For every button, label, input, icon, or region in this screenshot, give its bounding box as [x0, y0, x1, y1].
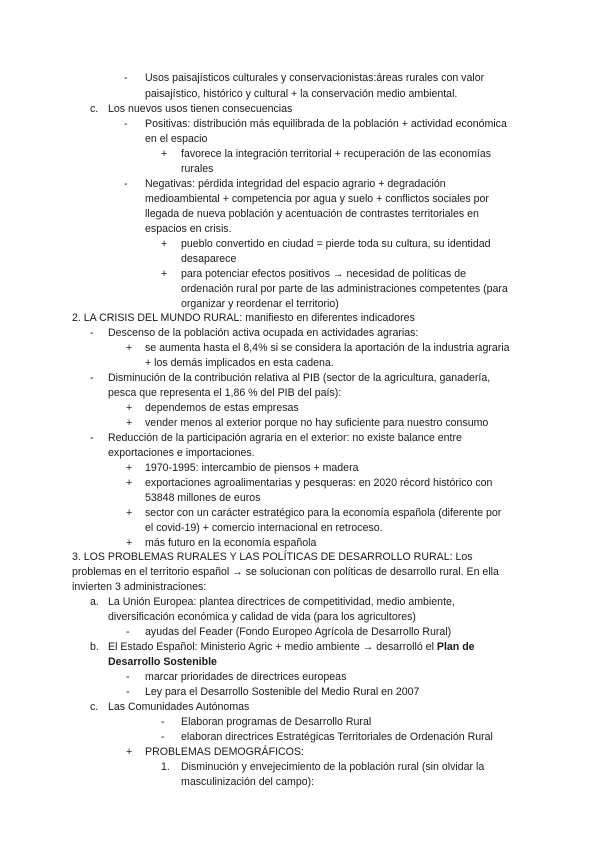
text-line: se aumenta hasta el 8,4% si se considera la aportación de la industria agraria — [145, 342, 510, 354]
text-line: rurales — [181, 163, 214, 175]
bullet-dash: - — [126, 686, 130, 698]
text-line: organizar y reordenar el territorio) — [181, 298, 339, 310]
text-line: Las Comunidades Autónomas — [108, 701, 250, 713]
text-line: llegada de nueva población y acentuación de contrastes territoriales en — [145, 208, 479, 220]
text-line: marcar prioridades de directrices europeas — [145, 671, 347, 683]
bullet-plus: + — [161, 238, 168, 250]
text-line: exportaciones e importaciones. — [108, 447, 255, 459]
bullet-dash: - — [161, 731, 165, 743]
bullet-plus: + — [126, 402, 133, 414]
text-line: dependemos de estas empresas — [145, 402, 299, 414]
bullet-plus: + — [161, 268, 168, 280]
list-number-1: 1. — [161, 761, 170, 773]
list-letter-c: c. — [90, 103, 99, 115]
text-line: pesca que representa el 1,86 % del PIB del país): — [108, 387, 342, 399]
bullet-dash: - — [124, 118, 128, 130]
list-letter-a: a. — [90, 596, 99, 608]
text-line: vender menos al exterior porque no hay suficiente para nuestro consumo — [145, 417, 489, 429]
text-line: masculinización del campo): — [181, 776, 315, 788]
bullet-plus: + — [126, 477, 133, 489]
text-line: elaboran directrices Estratégicas Territoriales de Ordenación Rural — [181, 731, 493, 743]
text-line: ordenación rural por parte de las administraciones competentes (para — [181, 283, 508, 295]
text-line: en el espacio — [145, 133, 208, 145]
text-line: Reducción de la participación agraria en el exterior: no existe balance entre — [108, 432, 462, 444]
list-letter-b: b. — [90, 641, 99, 653]
bullet-plus: + — [126, 507, 133, 519]
text-line: espacios en crisis. — [145, 223, 232, 235]
text-line: Disminución de la contribución relativa al PIB (sector de la agricultura, ganadería, — [108, 372, 491, 384]
text-line: Disminución y envejecimiento de la población rural (sin olvidar la — [181, 761, 485, 773]
text-line: Elaboran programas de Desarrollo Rural — [181, 716, 372, 728]
text-line: favorece la integración territorial + recuperación de las economías — [181, 148, 492, 160]
bullet-dash: - — [126, 671, 130, 683]
text-line: para potenciar efectos positivos → necesidad de políticas de — [181, 268, 467, 280]
text-line: medioambiental + competencia por agua y suelo + conflictos sociales por — [145, 193, 489, 205]
bullet-dash: - — [90, 372, 94, 384]
text-line: 53848 millones de euros — [145, 492, 261, 504]
text-line — [108, 640, 475, 654]
text-line: problemas en el territorio español → se solucionan con políticas de desarrollo rural. En ella — [72, 566, 499, 578]
bullet-dash: - — [124, 178, 128, 190]
text-line: diversificación económica y calidad de vida (para los agricultores) — [108, 611, 416, 623]
text-line: paisajístico, histórico y cultural + la conservación medio ambiental. — [145, 88, 458, 100]
list-letter-c: c. — [90, 701, 99, 713]
bullet-dash: - — [90, 327, 94, 339]
text-line: el covid-19) + comercio internacional en retroceso. — [145, 522, 383, 534]
text-line: Negativas: pérdida integridad del espacio agrario + degradación — [145, 178, 446, 190]
text-line: Ley para el Desarrollo Sostenible del Medio Rural en 2007 — [145, 686, 420, 698]
section-heading-2: 2. LA CRISIS DEL MUNDO RURAL: manifiesto en diferentes indicadores — [72, 312, 415, 324]
text-line: + los demás implicados en esta cadena. — [145, 357, 334, 369]
bullet-plus: + — [126, 537, 133, 549]
text-line: sector con un carácter estratégico para la economía española (diferente por — [145, 507, 502, 519]
text-line: desaparece — [181, 253, 237, 265]
bullet-plus: + — [126, 746, 133, 758]
bullet-dash: - — [124, 72, 128, 84]
text-line: Descenso de la población activa ocupada en actividades agrarias: — [108, 327, 419, 339]
text-run: El Estado Español: Ministerio Agric + medio ambiente → desarrolló el — [108, 641, 437, 653]
text-line: Positivas: distribución más equilibrada de la población + actividad económica — [145, 118, 507, 130]
bold-text-run: Desarrollo Sostenible — [108, 656, 217, 668]
text-line: La Unión Europea: plantea directrices de competitividad, medio ambiente, — [108, 596, 455, 608]
text-line: ayudas del Feader (Fondo Europeo Agrícola de Desarrollo Rural) — [145, 626, 452, 638]
text-line: Los nuevos usos tienen consecuencias — [108, 103, 293, 115]
bullet-plus: + — [126, 417, 133, 429]
bullet-plus: + — [126, 342, 133, 354]
bullet-dash: - — [161, 716, 165, 728]
text-line: pueblo convertido en ciudad = pierde toda su cultura, su identidad — [181, 238, 491, 250]
section-heading-3: 3. LOS PROBLEMAS RURALES Y LAS POLÍTICAS DE DESARROLLO RURAL: Los — [72, 551, 473, 563]
text-line: exportaciones agroalimentarias y pesqueras: en 2020 récord histórico con — [145, 477, 493, 489]
text-line — [108, 655, 217, 669]
bullet-plus: + — [161, 148, 168, 160]
bullet-dash: - — [90, 432, 94, 444]
text-line: PROBLEMAS DEMOGRÁFICOS: — [145, 746, 304, 758]
bullet-plus: + — [126, 462, 133, 474]
bullet-dash: - — [126, 626, 130, 638]
text-line: más futuro en la economía española — [145, 537, 317, 549]
text-line: Usos paisajísticos culturales y conservacionistas:áreas rurales con valor — [145, 72, 485, 84]
bold-text-run: Plan de — [436, 641, 475, 653]
text-line: invierten 3 administraciones: — [72, 581, 207, 593]
text-line: 1970-1995: intercambio de piensos + madera — [145, 462, 359, 474]
